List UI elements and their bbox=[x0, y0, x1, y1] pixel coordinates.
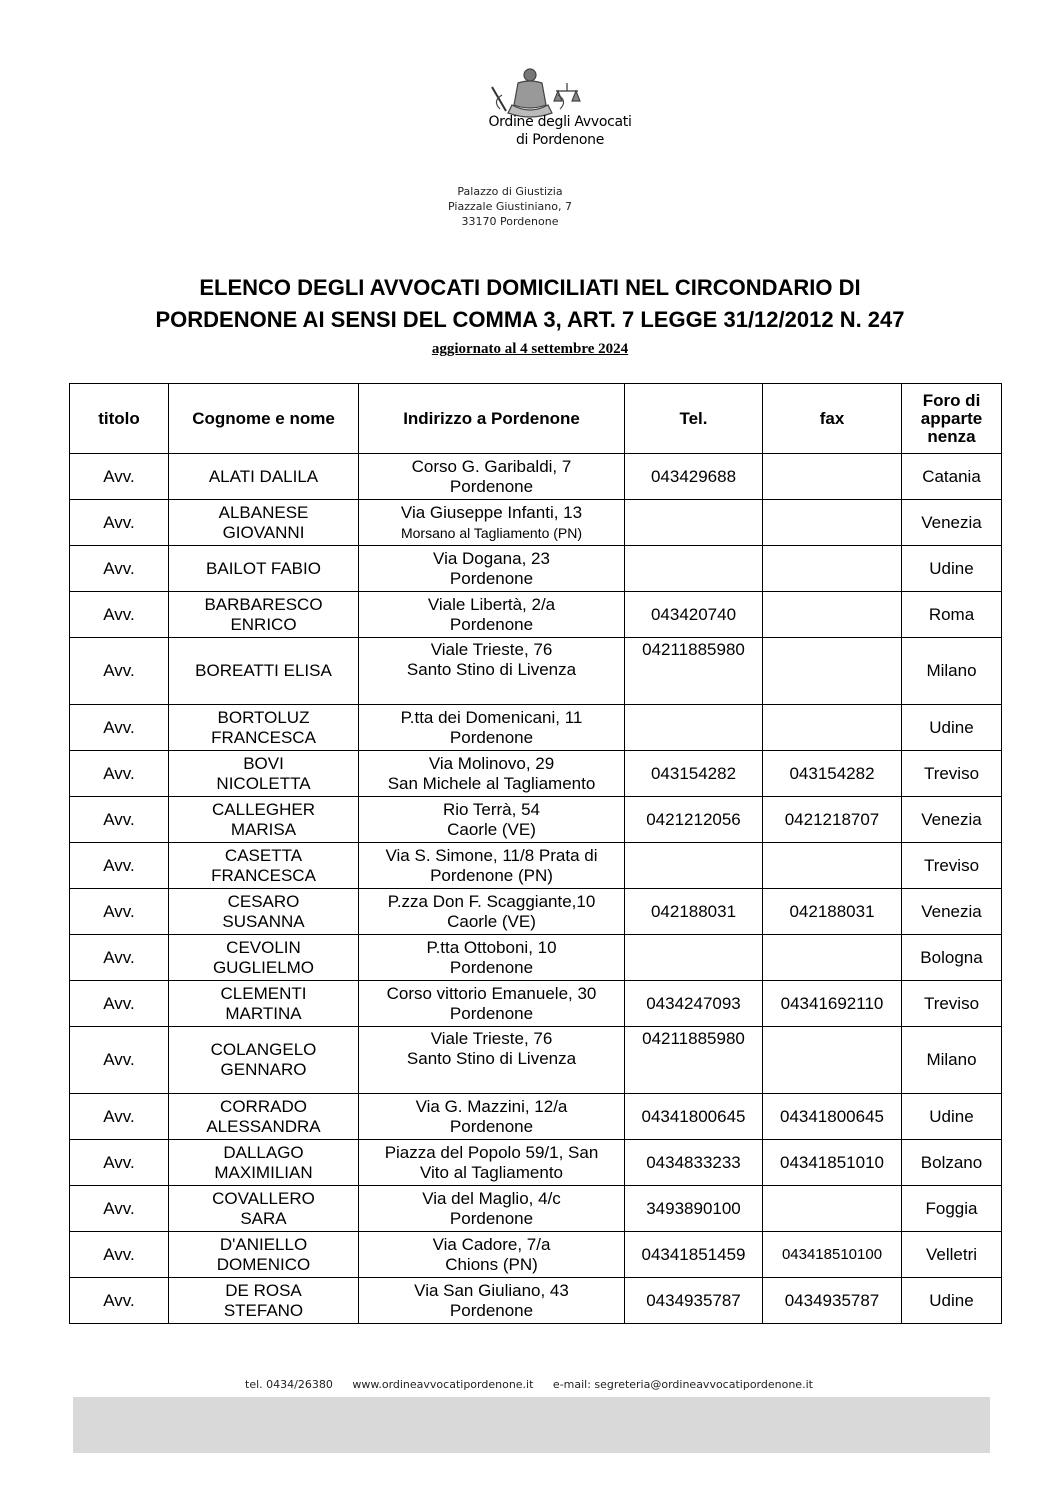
cell-indirizzo bbox=[359, 1186, 625, 1232]
cell-titolo: Avv. bbox=[70, 935, 169, 981]
addr-line1: Corso G. Garibaldi, 7 bbox=[411, 456, 572, 476]
nome-line2: FRANCESCA bbox=[211, 727, 316, 747]
addr-line2: Pordenone bbox=[449, 614, 534, 634]
header-foro-l3: nenza bbox=[927, 426, 976, 446]
cell-fax: 0421218707 bbox=[763, 797, 902, 843]
cell-nome bbox=[169, 935, 359, 981]
cell-fax bbox=[763, 935, 902, 981]
cell-fax bbox=[763, 705, 902, 751]
table-row bbox=[70, 500, 1002, 546]
addr-line1: Via G. Mazzini, 12/a bbox=[415, 1096, 568, 1116]
addr-line1: Via del Maglio, 4/c bbox=[422, 1188, 561, 1208]
addr-line2: Pordenone bbox=[449, 957, 534, 977]
title-line1: ELENCO DEGLI AVVOCATI DOMICILIATI NEL CIRCONDARIO DI bbox=[199, 275, 861, 300]
cell-foro: Velletri bbox=[902, 1232, 1002, 1278]
cell-tel: 04341851459 bbox=[625, 1232, 763, 1278]
cell-tel: 0421212056 bbox=[625, 797, 763, 843]
header-tel: Tel. bbox=[625, 384, 763, 454]
org-address bbox=[400, 184, 620, 229]
table-row bbox=[70, 843, 1002, 889]
nome-line1: CALLEGHER bbox=[212, 799, 315, 819]
table-row bbox=[70, 1232, 1002, 1278]
addr-line2: Santo Stino di Livenza bbox=[406, 660, 577, 679]
cell-nome bbox=[169, 1232, 359, 1278]
cell-nome bbox=[169, 705, 359, 751]
cell-tel: 042188031 bbox=[625, 889, 763, 935]
cell-foro: Bolzano bbox=[902, 1140, 1002, 1186]
footer-tel: tel. 0434/26380 bbox=[245, 1378, 333, 1391]
cell-titolo: Avv. bbox=[70, 1094, 169, 1140]
nome-line1: ALATI DALILA bbox=[208, 466, 319, 486]
nome-line1: ALBANESE bbox=[218, 502, 309, 522]
cell-tel: 04211885980 bbox=[625, 1027, 763, 1094]
nome-line2: GENNARO bbox=[220, 1060, 307, 1079]
cell-tel bbox=[625, 843, 763, 889]
update-date: aggiornato al 4 settembre 2024 bbox=[431, 341, 629, 357]
cell-titolo: Avv. bbox=[70, 638, 169, 705]
cell-foro: Venezia bbox=[902, 889, 1002, 935]
cell-indirizzo bbox=[359, 1027, 625, 1094]
cell-fax: 04341800645 bbox=[763, 1094, 902, 1140]
cell-foro: Treviso bbox=[902, 751, 1002, 797]
cell-indirizzo bbox=[359, 638, 625, 705]
cell-titolo: Avv. bbox=[70, 1140, 169, 1186]
addr-line2: Pordenone bbox=[449, 1003, 534, 1023]
addr-line1: Rio Terrà, 54 bbox=[442, 799, 540, 819]
cell-nome bbox=[169, 1140, 359, 1186]
cell-indirizzo bbox=[359, 843, 625, 889]
footer-band bbox=[73, 1397, 990, 1453]
nome-line1: BOVI bbox=[243, 753, 284, 773]
addr-line2: San Michele al Tagliamento bbox=[387, 773, 596, 793]
cell-tel: 0434247093 bbox=[625, 981, 763, 1027]
cell-nome bbox=[169, 1186, 359, 1232]
cell-indirizzo bbox=[359, 981, 625, 1027]
nome-line2: MAXIMILIAN bbox=[214, 1162, 313, 1182]
cell-tel: 0434833233 bbox=[625, 1140, 763, 1186]
cell-indirizzo bbox=[359, 454, 625, 500]
cell-nome bbox=[169, 1094, 359, 1140]
table-row bbox=[70, 981, 1002, 1027]
nome-line2: DOMENICO bbox=[216, 1254, 311, 1274]
org-name-line2: di Pordenone bbox=[515, 132, 605, 148]
cell-tel: 3493890100 bbox=[625, 1186, 763, 1232]
footer-web[interactable]: www.ordineavvocatipordenone.it bbox=[352, 1378, 534, 1391]
cell-foro: Bologna bbox=[902, 935, 1002, 981]
cell-titolo: Avv. bbox=[70, 546, 169, 592]
nome-line2: FRANCESCA bbox=[211, 865, 316, 885]
cell-titolo: Avv. bbox=[70, 705, 169, 751]
cell-foro: Udine bbox=[902, 1094, 1002, 1140]
addr-line2: Chions (PN) bbox=[445, 1254, 538, 1274]
cell-nome bbox=[169, 751, 359, 797]
cell-indirizzo bbox=[359, 1278, 625, 1324]
cell-nome bbox=[169, 592, 359, 638]
addr-line1: Viale Trieste, 76 bbox=[430, 640, 553, 659]
nome-line2: SARA bbox=[240, 1208, 287, 1228]
cell-indirizzo bbox=[359, 546, 625, 592]
table-row bbox=[70, 592, 1002, 638]
cell-foro: Treviso bbox=[902, 843, 1002, 889]
nome-line1: CEVOLIN bbox=[226, 937, 301, 957]
nome-line2: NICOLETTA bbox=[216, 773, 311, 793]
title-line2: PORDENONE AI SENSI DEL COMMA 3, ART. 7 LEGGE 31/12/2012 N. 247 bbox=[155, 307, 905, 332]
cell-foro: Catania bbox=[902, 454, 1002, 500]
addr-line1: Via Giuseppe Infanti, 13 bbox=[400, 502, 583, 522]
cell-titolo: Avv. bbox=[70, 1186, 169, 1232]
nome-line1: COVALLERO bbox=[212, 1188, 315, 1208]
table-row bbox=[70, 546, 1002, 592]
table-row bbox=[70, 1027, 1002, 1094]
nome-line1: BOREATTI ELISA bbox=[195, 661, 332, 680]
cell-nome bbox=[169, 638, 359, 705]
cell-titolo: Avv. bbox=[70, 592, 169, 638]
nome-line1: COLANGELO bbox=[210, 1040, 317, 1059]
cell-indirizzo bbox=[359, 1140, 625, 1186]
cell-tel bbox=[625, 935, 763, 981]
cell-foro: Udine bbox=[902, 546, 1002, 592]
nome-line1: BAILOT FABIO bbox=[206, 558, 321, 578]
cell-indirizzo bbox=[359, 705, 625, 751]
nome-line2: GIOVANNI bbox=[222, 522, 305, 542]
table-row bbox=[70, 751, 1002, 797]
nome-line1: DE ROSA bbox=[225, 1280, 302, 1300]
cell-titolo: Avv. bbox=[70, 1232, 169, 1278]
cell-nome bbox=[169, 500, 359, 546]
header-nome: Cognome e nome bbox=[169, 384, 359, 454]
addr-line2: Caorle (VE) bbox=[447, 911, 536, 931]
addr-line1: Via S. Simone, 11/8 Prata di bbox=[385, 845, 598, 865]
addr-line2: Pordenone (PN) bbox=[430, 865, 553, 885]
cell-tel: 04341800645 bbox=[625, 1094, 763, 1140]
cell-tel: 0434935787 bbox=[625, 1278, 763, 1324]
cell-titolo: Avv. bbox=[70, 843, 169, 889]
cell-fax: 043154282 bbox=[763, 751, 902, 797]
table-row bbox=[70, 1094, 1002, 1140]
cell-titolo: Avv. bbox=[70, 889, 169, 935]
cell-foro: Milano bbox=[902, 638, 1002, 705]
addr-line1: Via Dogana, 23 bbox=[433, 548, 550, 568]
nome-line1: CLEMENTI bbox=[220, 983, 307, 1003]
cell-fax bbox=[763, 843, 902, 889]
cell-titolo: Avv. bbox=[70, 500, 169, 546]
addr-line2: Pordenone bbox=[449, 1300, 534, 1320]
addr-line2: Vito al Tagliamento bbox=[419, 1162, 564, 1182]
addr-line1: Via San Giuliano, 43 bbox=[414, 1280, 569, 1300]
addr-line2: Caorle (VE) bbox=[447, 819, 536, 839]
cell-fax: 043418510100 bbox=[763, 1232, 902, 1278]
cell-indirizzo bbox=[359, 1232, 625, 1278]
nome-line1: BARBARESCO bbox=[204, 594, 323, 614]
addr-line2: Pordenone bbox=[449, 1116, 534, 1136]
cell-titolo: Avv. bbox=[70, 751, 169, 797]
addr-line1: Via Molinovo, 29 bbox=[428, 753, 555, 773]
cell-foro: Milano bbox=[902, 1027, 1002, 1094]
cell-fax: 04341851010 bbox=[763, 1140, 902, 1186]
header-titolo: titolo bbox=[70, 384, 169, 454]
table-row bbox=[70, 705, 1002, 751]
table-header-row bbox=[70, 384, 1002, 454]
nome-line2: ENRICO bbox=[230, 614, 297, 634]
cell-indirizzo bbox=[359, 797, 625, 843]
cell-indirizzo bbox=[359, 592, 625, 638]
table-row bbox=[70, 638, 1002, 705]
nome-line1: D'ANIELLO bbox=[219, 1234, 308, 1254]
cell-titolo: Avv. bbox=[70, 797, 169, 843]
cell-foro: Venezia bbox=[902, 500, 1002, 546]
cell-nome bbox=[169, 454, 359, 500]
addr-line2: Pordenone bbox=[449, 727, 534, 747]
cell-foro: Roma bbox=[902, 592, 1002, 638]
header-fax: fax bbox=[763, 384, 902, 454]
cell-titolo: Avv. bbox=[70, 454, 169, 500]
table-row bbox=[70, 1278, 1002, 1324]
cell-nome bbox=[169, 843, 359, 889]
nome-line1: DALLAGO bbox=[223, 1142, 304, 1162]
nome-line1: BORTOLUZ bbox=[217, 707, 310, 727]
cell-fax bbox=[763, 546, 902, 592]
cell-fax bbox=[763, 454, 902, 500]
cell-tel bbox=[625, 500, 763, 546]
nome-line2: MARISA bbox=[230, 819, 297, 839]
cell-tel bbox=[625, 546, 763, 592]
footer-email[interactable]: e-mail: segreteria@ordineavvocatipordenone.it bbox=[552, 1378, 813, 1391]
cell-nome bbox=[169, 1027, 359, 1094]
cell-titolo: Avv. bbox=[70, 1027, 169, 1094]
nome-line2: SUSANNA bbox=[222, 911, 305, 931]
table-row bbox=[70, 935, 1002, 981]
addr-line1: Corso vittorio Emanuele, 30 bbox=[386, 983, 597, 1003]
table-row bbox=[70, 797, 1002, 843]
org-address-line3: 33170 Pordenone bbox=[461, 215, 559, 228]
lawyers-table bbox=[69, 383, 1002, 1324]
cell-fax bbox=[763, 500, 902, 546]
header-foro-l2: apparte bbox=[920, 408, 983, 428]
header-foro-l1: Foro di bbox=[922, 390, 981, 410]
table-row bbox=[70, 454, 1002, 500]
cell-fax bbox=[763, 1186, 902, 1232]
cell-fax bbox=[763, 592, 902, 638]
cell-nome bbox=[169, 981, 359, 1027]
nome-line2: STEFANO bbox=[223, 1300, 304, 1320]
cell-indirizzo bbox=[359, 500, 625, 546]
nome-line1: CORRADO bbox=[220, 1096, 307, 1116]
nome-line2: ALESSANDRA bbox=[206, 1116, 321, 1136]
org-name-line1: Ordine degli Avvocati bbox=[488, 114, 632, 130]
addr-line2: Santo Stino di Livenza bbox=[406, 1049, 577, 1068]
nome-line2: MARTINA bbox=[225, 1003, 302, 1023]
header-indirizzo: Indirizzo a Pordenone bbox=[359, 384, 625, 454]
cell-foro: Udine bbox=[902, 705, 1002, 751]
cell-foro: Udine bbox=[902, 1278, 1002, 1324]
cell-nome bbox=[169, 546, 359, 592]
addr-line1: P.tta dei Domenicani, 11 bbox=[400, 707, 583, 727]
page-footer bbox=[0, 1378, 1058, 1391]
addr-line1: Via Cadore, 7/a bbox=[432, 1234, 551, 1254]
cell-tel: 043154282 bbox=[625, 751, 763, 797]
cell-titolo: Avv. bbox=[70, 1278, 169, 1324]
cell-tel: 043429688 bbox=[625, 454, 763, 500]
cell-nome bbox=[169, 889, 359, 935]
org-address-line2: Piazzale Giustiniano, 7 bbox=[448, 200, 572, 213]
cell-indirizzo bbox=[359, 935, 625, 981]
cell-tel: 04211885980 bbox=[625, 638, 763, 705]
header-foro bbox=[902, 384, 1002, 454]
cell-fax: 042188031 bbox=[763, 889, 902, 935]
cell-foro: Venezia bbox=[902, 797, 1002, 843]
addr-line1: Piazza del Popolo 59/1, San bbox=[384, 1142, 599, 1162]
addr-line2: Pordenone bbox=[449, 1208, 534, 1228]
addr-line1: Viale Libertà, 2/a bbox=[427, 594, 556, 614]
addr-line2: Pordenone bbox=[449, 476, 534, 496]
addr-line1: P.tta Ottoboni, 10 bbox=[426, 937, 557, 957]
cell-indirizzo bbox=[359, 1094, 625, 1140]
cell-tel bbox=[625, 705, 763, 751]
addr-line1: Viale Trieste, 76 bbox=[430, 1029, 553, 1048]
addr-line2: Pordenone bbox=[449, 568, 534, 588]
addr-line1: P.zza Don F. Scaggiante,10 bbox=[387, 891, 596, 911]
cell-fax: 04341692110 bbox=[763, 981, 902, 1027]
table-row bbox=[70, 1140, 1002, 1186]
cell-foro: Treviso bbox=[902, 981, 1002, 1027]
nome-line1: CASETTA bbox=[224, 845, 303, 865]
nome-line1: CESARO bbox=[227, 891, 300, 911]
document-title bbox=[40, 272, 1020, 336]
cell-nome bbox=[169, 797, 359, 843]
nome-line2: GUGLIELMO bbox=[212, 957, 315, 977]
cell-indirizzo bbox=[359, 889, 625, 935]
cell-fax bbox=[763, 638, 902, 705]
cell-nome bbox=[169, 1278, 359, 1324]
org-name bbox=[400, 113, 720, 149]
cell-foro: Foggia bbox=[902, 1186, 1002, 1232]
org-address-line1: Palazzo di Giustizia bbox=[457, 185, 563, 198]
cell-fax: 0434935787 bbox=[763, 1278, 902, 1324]
cell-tel: 043420740 bbox=[625, 592, 763, 638]
cell-titolo: Avv. bbox=[70, 981, 169, 1027]
addr-line2: Morsano al Tagliamento (PN) bbox=[400, 524, 583, 541]
cell-fax bbox=[763, 1027, 902, 1094]
cell-indirizzo bbox=[359, 751, 625, 797]
table-row bbox=[70, 1186, 1002, 1232]
table-row bbox=[70, 889, 1002, 935]
